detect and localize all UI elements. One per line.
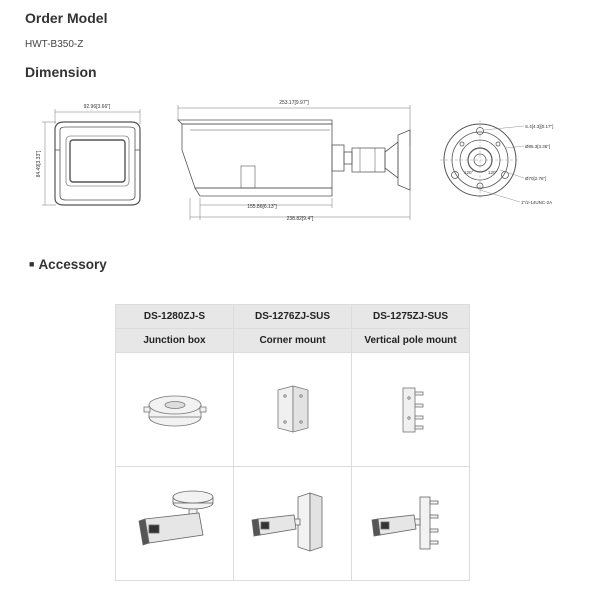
side-length-label: 253.17[9.97"] (279, 100, 309, 106)
base-angle1-label: 120° (464, 170, 474, 175)
accessory-model-3: DS-1275ZJ-SUS (352, 305, 470, 329)
junction-box-image-cell (116, 353, 234, 467)
base-angle2-label: 120° (488, 170, 498, 175)
order-model-heading: Order Model (25, 10, 108, 26)
accessory-table (115, 304, 470, 581)
base-view-drawing (440, 120, 553, 205)
pole-mount-image-cell (352, 353, 470, 467)
camera-with-pole-mount-illustration (366, 489, 456, 559)
base-d1-label: S.4[4.3][0.17"] (525, 124, 554, 129)
junction-box-illustration (140, 385, 210, 435)
dimension-heading: Dimension (25, 64, 97, 80)
accessory-model-2: DS-1276ZJ-SUS (234, 305, 352, 329)
corner-mount-illustration (268, 382, 318, 438)
side-sub2-label: 238.82[9.4"] (286, 216, 314, 222)
junction-box-installed-cell (116, 467, 234, 581)
corner-mount-image-cell (234, 353, 352, 467)
side-sub1-label: 155.86[6.13"] (247, 204, 277, 210)
base-d3-label: Ø70[2.76"] (525, 176, 547, 181)
camera-with-junction-box-illustration (125, 489, 225, 559)
camera-with-corner-mount-illustration (248, 489, 338, 559)
base-thread-label: 1"/2-14UNC-2A (521, 200, 553, 205)
accessory-name-3: Vertical pole mount (352, 329, 470, 353)
front-width-label: 92.96[3.66"] (83, 104, 111, 110)
pole-mount-illustration (391, 382, 431, 438)
corner-mount-installed-cell (234, 467, 352, 581)
accessory-model-1: DS-1280ZJ-S (116, 305, 234, 329)
base-d2-label: Ø85.3[3.36"] (525, 144, 551, 149)
bullet-icon: ■ (29, 259, 35, 269)
accessory-heading: ■ Accessory (29, 257, 107, 272)
pole-mount-installed-cell (352, 467, 470, 581)
model-number: HWT-B350-Z (25, 39, 84, 50)
accessory-name-2: Corner mount (234, 329, 352, 353)
front-view-drawing (36, 104, 140, 205)
front-height-label: 84.49[3.33"] (36, 150, 42, 178)
accessory-name-1: Junction box (116, 329, 234, 353)
side-view-drawing (178, 100, 410, 222)
dimension-drawings (0, 90, 600, 240)
